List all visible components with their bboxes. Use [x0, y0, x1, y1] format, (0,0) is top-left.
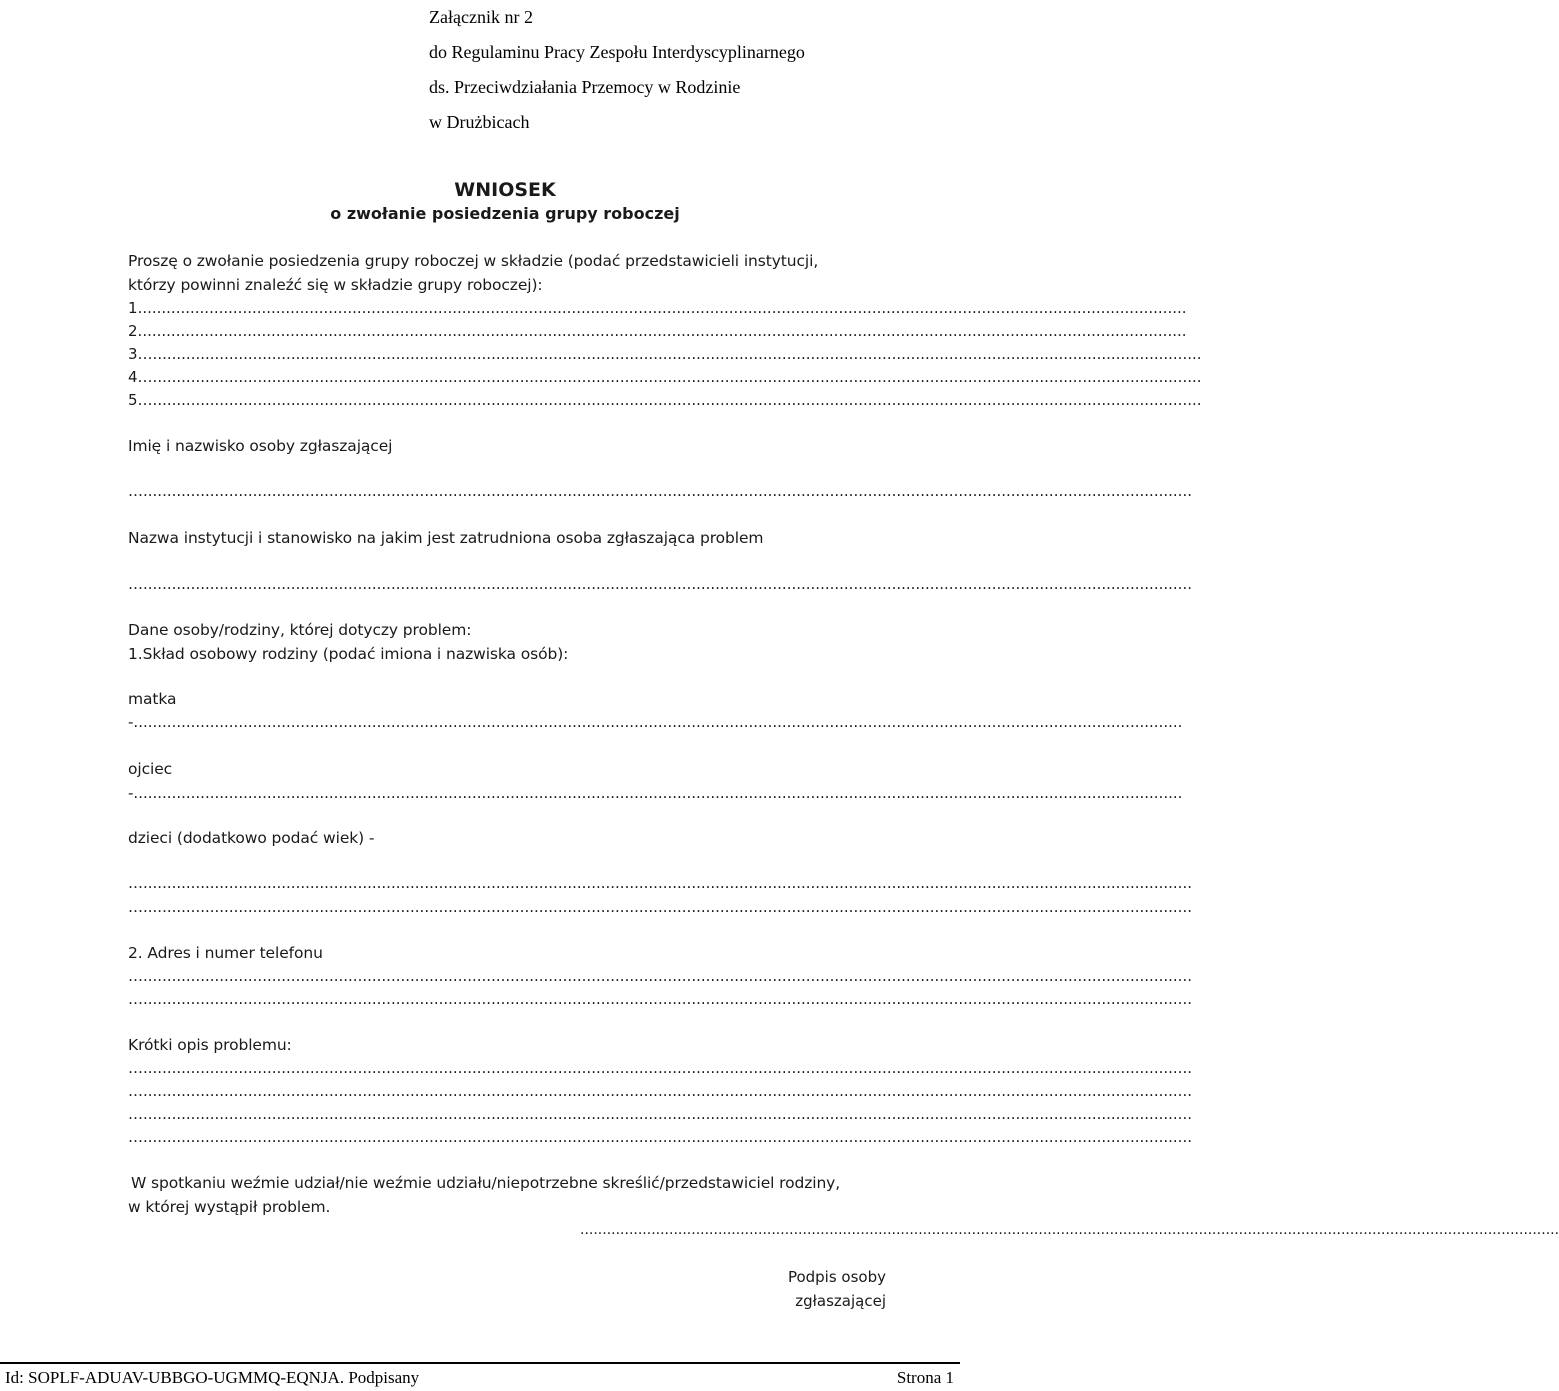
member-number: 5…	[128, 391, 153, 409]
form-title: WNIOSEK	[454, 179, 556, 201]
ellipsis: …	[128, 1059, 143, 1077]
dotted-line: ............................................................................................................................................................................................................................	[143, 1059, 1192, 1077]
meeting-statement-line-1: W spotkaniu weźmie udział/nie weźmie udziału/niepotrzebne skreślić/przedstawiciel rodziny,	[131, 1174, 841, 1192]
signature-line[interactable]	[580, 1222, 1559, 1238]
dotted-line: ............................................................................................................................................................................................................................	[133, 713, 1183, 731]
ellipsis: …	[128, 1082, 143, 1100]
description-field-4[interactable]	[128, 1128, 1192, 1146]
dash: -	[128, 713, 134, 731]
description-field-2[interactable]	[128, 1082, 1192, 1100]
dotted-line: ............................................................................................................................................................................................................................	[152, 391, 1202, 409]
ellipsis: …	[128, 1128, 143, 1146]
dotted-line: ............................................................................................................................................................................................................................	[137, 299, 1187, 317]
mother-label: matka	[128, 690, 177, 708]
ellipsis: …	[128, 990, 143, 1008]
father-label: ojciec	[128, 760, 173, 778]
address-label: 2. Adres i numer telefonu	[128, 944, 323, 962]
form-subtitle: o zwołanie posiedzenia grupy roboczej	[330, 204, 680, 223]
family-composition-label: 1.Skład osobowy rodziny (podać imiona i nazwiska osób):	[128, 645, 569, 663]
attachment-number: Załącznik nr 2	[429, 7, 533, 27]
institution-field[interactable]	[128, 575, 1192, 593]
children-label: dzieci (dodatkowo podać wiek) -	[128, 829, 375, 847]
dotted-line: ............................................................................................................................................................................................................................	[580, 1222, 1559, 1238]
institution-label: Nazwa instytucji i stanowisko na jakim jest zatrudniona osoba zgłaszająca problem	[128, 529, 764, 547]
dotted-line: ............................................................................................................................................................................................................................	[143, 990, 1192, 1008]
problem-description-label: Krótki opis problemu:	[128, 1036, 292, 1054]
dotted-line: ............................................................................................................................................................................................................................	[152, 345, 1202, 363]
attachment-regulation: do Regulaminu Pracy Zespołu Interdyscyplinarnego	[429, 42, 805, 62]
ellipsis: …	[128, 575, 143, 593]
description-field-1[interactable]	[128, 1059, 1192, 1077]
page-number: Strona 1	[896, 1368, 954, 1387]
member-field-4[interactable]	[128, 368, 1202, 386]
mother-field[interactable]	[128, 713, 1183, 731]
signature-caption	[788, 1265, 886, 1313]
footer-divider	[0, 1362, 960, 1364]
children-field-2[interactable]	[128, 898, 1192, 916]
dotted-line: ............................................................................................................................................................................................................................	[143, 1105, 1192, 1123]
dotted-line: ............................................................................................................................................................................................................................	[143, 874, 1192, 892]
meeting-statement-line-2: w której wystąpił problem.	[128, 1198, 331, 1216]
dash: -	[128, 784, 134, 802]
description-field-3[interactable]	[128, 1105, 1192, 1123]
intro-text-line-1: Proszę o zwołanie posiedzenia grupy roboczej w składzie (podać przedstawicieli instytucji,	[128, 252, 819, 270]
dotted-line: ............................................................................................................................................................................................................................	[143, 1082, 1192, 1100]
dotted-line: ............................................................................................................................................................................................................................	[143, 967, 1192, 985]
signature-caption-line-1: Podpis osoby	[787, 1268, 886, 1286]
intro-text-line-2: którzy powinni znaleźć się w składzie grupy roboczej):	[128, 276, 543, 294]
family-data-label: Dane osoby/rodziny, której dotyczy problem:	[128, 621, 472, 639]
document-id: Id: SOPLF-ADUAV-UBBGO-UGMMQ-EQNJA. Podpisany	[5, 1368, 420, 1387]
member-number: 4…	[128, 368, 153, 386]
reporter-name-field[interactable]	[128, 482, 1192, 500]
member-number: 2	[128, 322, 138, 340]
dotted-line: ............................................................................................................................................................................................................................	[143, 1128, 1192, 1146]
ellipsis: …	[128, 482, 143, 500]
reporter-name-label: Imię i nazwisko osoby zgłaszającej	[128, 437, 393, 455]
ellipsis: …	[128, 898, 143, 916]
dotted-line: ............................................................................................................................................................................................................................	[143, 482, 1192, 500]
member-field-2[interactable]	[128, 322, 1187, 340]
member-number: 3…	[128, 345, 153, 363]
dotted-line: ............................................................................................................................................................................................................................	[143, 898, 1192, 916]
member-field-5[interactable]	[128, 391, 1202, 409]
dotted-line: ............................................................................................................................................................................................................................	[143, 575, 1192, 593]
dotted-line: ............................................................................................................................................................................................................................	[137, 322, 1187, 340]
father-field[interactable]	[128, 784, 1183, 802]
dotted-line: ............................................................................................................................................................................................................................	[152, 368, 1202, 386]
attachment-location: w Drużbicach	[429, 112, 530, 132]
member-field-1[interactable]	[128, 299, 1187, 317]
children-field-1[interactable]	[128, 874, 1192, 892]
address-field-1[interactable]	[128, 967, 1192, 985]
signature-caption-line-2: zgłaszającej	[795, 1292, 886, 1310]
ellipsis: …	[128, 874, 143, 892]
ellipsis: …	[128, 967, 143, 985]
member-number: 1	[128, 299, 138, 317]
attachment-team: ds. Przeciwdziałania Przemocy w Rodzinie	[429, 77, 741, 97]
ellipsis: …	[128, 1105, 143, 1123]
member-field-3[interactable]	[128, 345, 1202, 363]
address-field-2[interactable]	[128, 990, 1192, 1008]
dotted-line: ............................................................................................................................................................................................................................	[133, 784, 1183, 802]
